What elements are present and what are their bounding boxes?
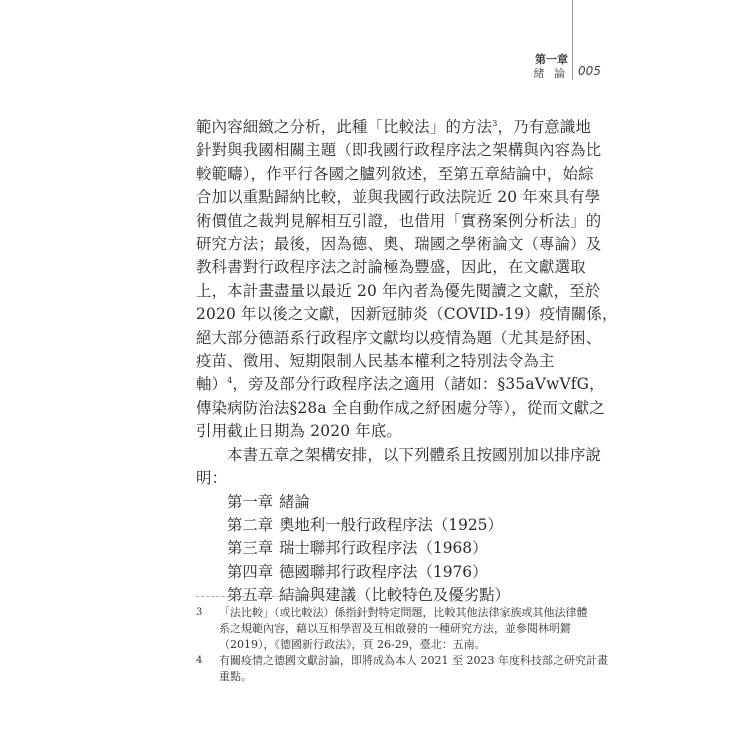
chapter-number: 第二章 — [227, 515, 274, 534]
chapter-item — [196, 561, 536, 584]
footnote-line: （2019），《德國新行政法》，頁 26-29，臺北：五南。 — [219, 638, 486, 651]
text-line — [196, 256, 586, 279]
footnotes — [196, 605, 608, 685]
chapter-item — [196, 514, 536, 537]
paragraph-2 — [196, 444, 602, 491]
text-line — [196, 420, 536, 443]
text-line — [196, 139, 602, 162]
text-segment: 術價值之裁判見解相互引證，也借用「實務案例分析法」的 — [196, 211, 602, 230]
chapter-list — [196, 491, 536, 608]
chapter-number: 第四章 — [227, 562, 274, 581]
chapter-title: 奧地利一般行政程序法（1925） — [279, 515, 503, 534]
text-segment: 軸） — [196, 375, 228, 394]
footnote — [196, 605, 588, 653]
running-header-chapter: 第一章 — [535, 53, 568, 66]
header-divider-line — [572, 0, 573, 80]
text-segment: 合加以重點歸納比較，並與我國行政法院近 20 年來具有學 — [196, 188, 601, 207]
chapter-number: 第一章 — [227, 492, 274, 511]
chapter-item — [196, 537, 536, 560]
text-line: 明： — [196, 469, 228, 488]
text-line — [196, 116, 592, 139]
text-segment: ，乃有意識地 — [497, 118, 592, 136]
footnote-line: 有關疫情之德國文獻討論，即將成為本人 2021 至 2023 年度科技部之研究計畫 — [219, 654, 608, 667]
text-line — [196, 373, 605, 396]
footnote-line: 「法比較」（或比較法）係指針對特定問題，比較其他法律家族或其他法律體 — [219, 606, 588, 619]
running-header-title: 緒 論 — [533, 67, 568, 80]
text-segment: 教科書對行政程序法之討論極為豐盛，因此，在文獻選取 — [196, 258, 586, 277]
text-line — [196, 397, 605, 420]
text-segment: 傳染病防治法§28a 全自動作成之紓困處分等），從而文獻之 — [196, 398, 605, 417]
text-line — [196, 350, 555, 373]
footnote-line: 重點。 — [219, 670, 252, 683]
text-line — [196, 163, 594, 186]
paragraph-1 — [196, 116, 618, 444]
text-line — [196, 233, 602, 256]
text-segment: 較範疇），作平行各國之臚列敘述，至第五章結論中，始綜 — [196, 164, 594, 183]
footnote-mark: 3 — [196, 607, 203, 618]
chapter-item — [196, 491, 536, 514]
text-segment: 2020 年以後之文獻，因新冠肺炎（COVID-19）疫情關係， — [196, 305, 618, 324]
chapter-title: 緒論 — [279, 492, 310, 511]
text-segment: 上，本計畫盡量以最近 20 年內者為優先閱讀之文獻，至於 — [196, 281, 601, 300]
chapter-title: 瑞士聯邦行政程序法（1968） — [279, 539, 488, 558]
text-segment: 針對與我國相關主題（即我國行政程序法之架構與內容為比 — [196, 141, 602, 160]
text-line — [196, 210, 602, 233]
text-line: 本書五章之架構安排，以下列體系且按國別加以排序說 — [227, 445, 602, 464]
text-segment: 疫苗、徵用、短期限制人民基本權利之特別法令為主 — [196, 352, 555, 371]
body-text — [196, 116, 618, 608]
chapter-title: 結論與建議（比較特色及優劣點） — [279, 586, 510, 605]
footnote-ref[interactable]: 3 — [492, 119, 498, 128]
text-segment: ，旁及部分行政程序法之適用（諸如：§35aVwVfG， — [232, 375, 605, 394]
text-line — [196, 327, 602, 350]
text-segment: 引用截止日期為 2020 年底。 — [196, 422, 403, 441]
text-segment: 研究方法；最後，因為德、奧、瑞國之學術論文（專論）及 — [196, 235, 602, 254]
chapter-title: 德國聯邦行政程序法（1976） — [279, 562, 488, 581]
footnote-ref[interactable]: 4 — [227, 376, 233, 386]
page-number: 005 — [578, 64, 601, 78]
text-line — [196, 303, 618, 326]
footnote-mark: 4 — [196, 655, 203, 666]
text-line — [196, 186, 601, 209]
text-segment: 絕大部分德語系行政程序文獻均以疫情為題（尤其是紓困、 — [196, 328, 602, 347]
footnote — [196, 653, 608, 685]
footnote-line: 系之規範內容，藉以互相學習及互相啟發的一種研究方法，並參閱林明鏘 — [219, 622, 571, 635]
text-line — [196, 280, 601, 303]
chapter-number: 第五章 — [227, 586, 274, 605]
footnote-rule — [196, 596, 336, 597]
chapter-number: 第三章 — [227, 539, 274, 558]
text-segment: 範內容細緻之分析，此種「比較法」的方法 — [196, 118, 493, 136]
